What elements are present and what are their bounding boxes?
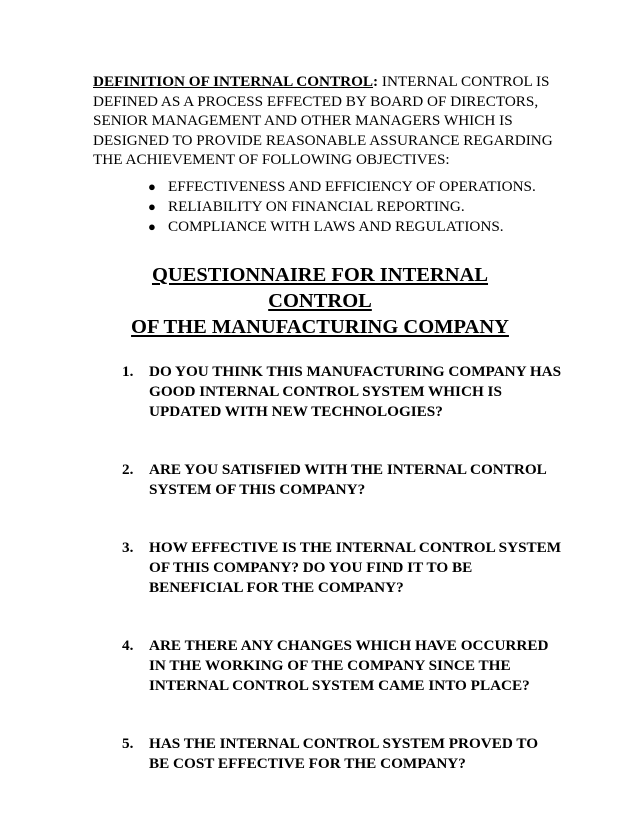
list-item <box>145 217 585 237</box>
question-number: 2. <box>122 461 134 478</box>
title-line-2: OF THE MANUFACTURING COMPANY <box>131 316 509 338</box>
objective-text: EFFECTIVENESS AND EFFICIENCY OF OPERATIONS. <box>168 178 536 195</box>
definition-text: INTERNAL CONTROL IS DEFINED AS A PROCESS EFFECTED BY BOARD OF DIRECTORS, SENIOR MANAGEMENT AND OTHER MANAGERS WHICH IS DESIGNED TO PROVIDE REASONABLE ASSURANCE REGARDING THE ACHIEVEMENT OF FOLLOWING OBJECTIVES: <box>93 73 553 169</box>
objective-text: RELIABILITY ON FINANCIAL REPORTING. <box>168 198 465 215</box>
page-title <box>100 262 540 340</box>
question-number: 4. <box>122 637 134 654</box>
question-number: 3. <box>122 539 134 556</box>
question-text: HAS THE INTERNAL CONTROL SYSTEM PROVED TO BE COST EFFECTIVE FOR THE COMPANY? <box>149 735 539 772</box>
bullet-icon: ● <box>148 199 156 214</box>
question-text: HOW EFFECTIVE IS THE INTERNAL CONTROL SYSTEM OF THIS COMPANY? DO YOU FIND IT TO BE BENEFICIAL FOR THE COMPANY? <box>149 539 562 596</box>
definition-term: DEFINITION OF INTERNAL CONTROL <box>93 73 374 90</box>
bullet-icon: ● <box>148 179 156 194</box>
question-item <box>122 460 562 500</box>
question-item <box>122 538 562 598</box>
list-item <box>145 177 585 197</box>
objective-text: COMPLIANCE WITH LAWS AND REGULATIONS. <box>168 218 504 235</box>
list-item <box>145 197 585 217</box>
definition-colon: : <box>373 73 379 90</box>
question-item <box>122 734 562 774</box>
title-line-1: QUESTIONNAIRE FOR INTERNAL CONTROL <box>151 264 489 312</box>
question-text: ARE YOU SATISFIED WITH THE INTERNAL CONTROL SYSTEM OF THIS COMPANY? <box>149 461 546 498</box>
bullet-icon: ● <box>148 219 156 234</box>
question-text: ARE THERE ANY CHANGES WHICH HAVE OCCURRED IN THE WORKING OF THE COMPANY SINCE THE INTERNAL CONTROL SYSTEM CAME INTO PLACE? <box>149 637 549 694</box>
question-number: 1. <box>122 363 134 380</box>
question-number: 5. <box>122 735 134 752</box>
objectives-list <box>145 177 585 237</box>
question-item <box>122 636 562 696</box>
questions-list <box>122 362 562 812</box>
question-text: DO YOU THINK THIS MANUFACTURING COMPANY HAS GOOD INTERNAL CONTROL SYSTEM WHICH IS UPDATED WITH NEW TECHNOLOGIES? <box>149 363 562 420</box>
definition-paragraph <box>93 72 553 170</box>
question-item <box>122 362 562 422</box>
